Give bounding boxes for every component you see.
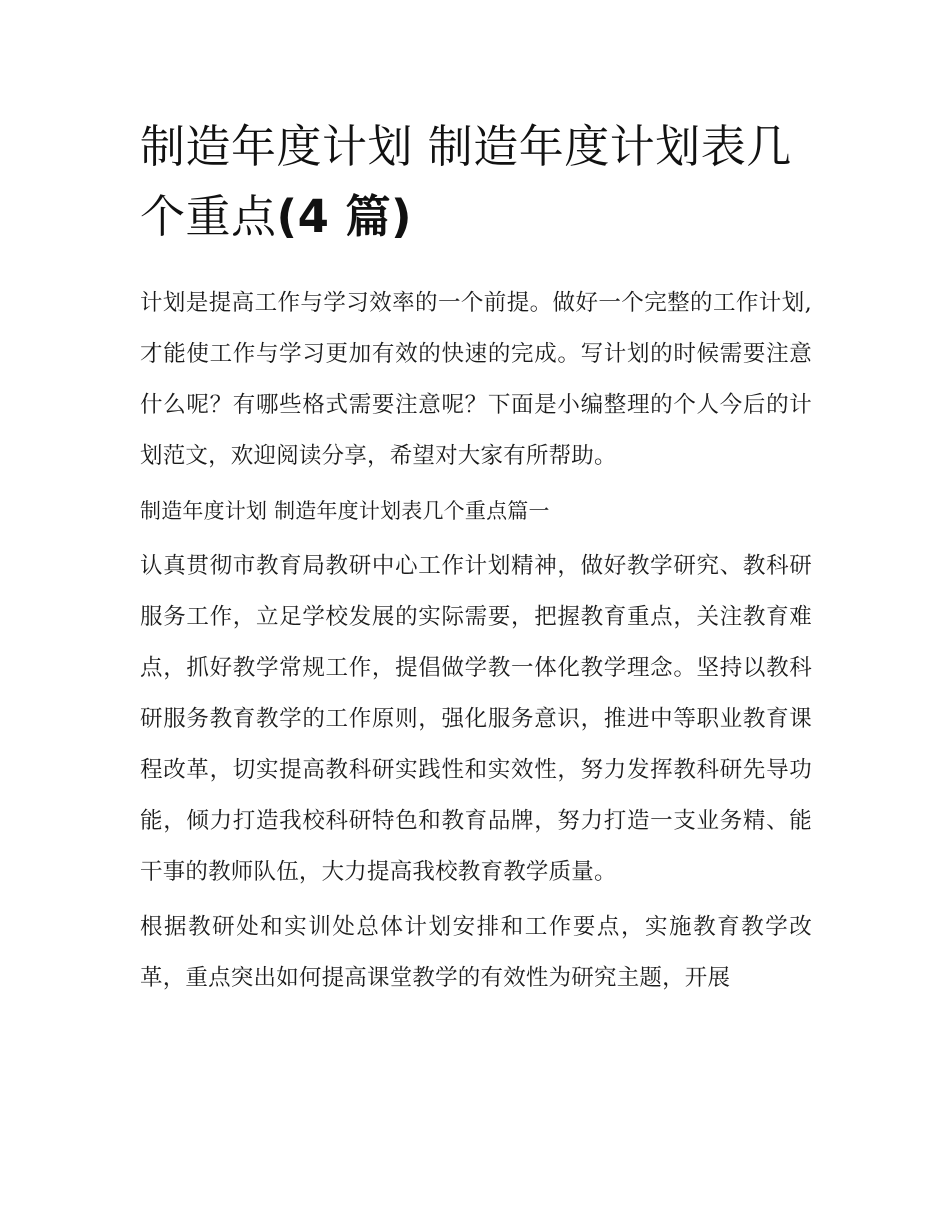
document-body xyxy=(140,112,812,1008)
document-title xyxy=(140,112,812,252)
title-suffix: (4 篇) xyxy=(276,190,413,243)
intro-paragraph: 计划是提高工作与学习效率的一个前提。做好一个完整的工作计划,才能使工作与学习更加有效的快速的完成。写计划的时候需要注意什么呢？有哪些格式需要注意呢？下面是小编整理的个人今后的计划范文，欢迎阅读分享，希望对大家有所帮助。 xyxy=(140,290,812,469)
body-paragraph-2: 根据教研处和实训处总体计划安排和工作要点，实施教育教学改革，重点突出如何提高课堂教学的有效性为研究主题，开展 xyxy=(140,914,812,991)
body-paragraph-1: 认真贯彻市教育局教研中心工作计划精神，做好教学研究、教科研服务工作，立足学校发展的实际需要，把握教育重点，关注教育难点，抓好教学常规工作，提倡做学教一体化教学理念。坚持以教科研服务教育教学的工作原则，强化服务意识，推进中等职业教育课程改革，切实提高教科研实践性和实效性，努力发挥教科研先导功能，倾力打造我校科研特色和教育品牌，努力打造一支业务精、能干事的教师队伍，大力提高我校教育教学质量。 xyxy=(140,553,812,885)
section-heading: 制造年度计划 制造年度计划表几个重点篇一 xyxy=(140,499,550,523)
title-main: 制造年度计划 制造年度计划表几个重点 xyxy=(140,120,792,243)
